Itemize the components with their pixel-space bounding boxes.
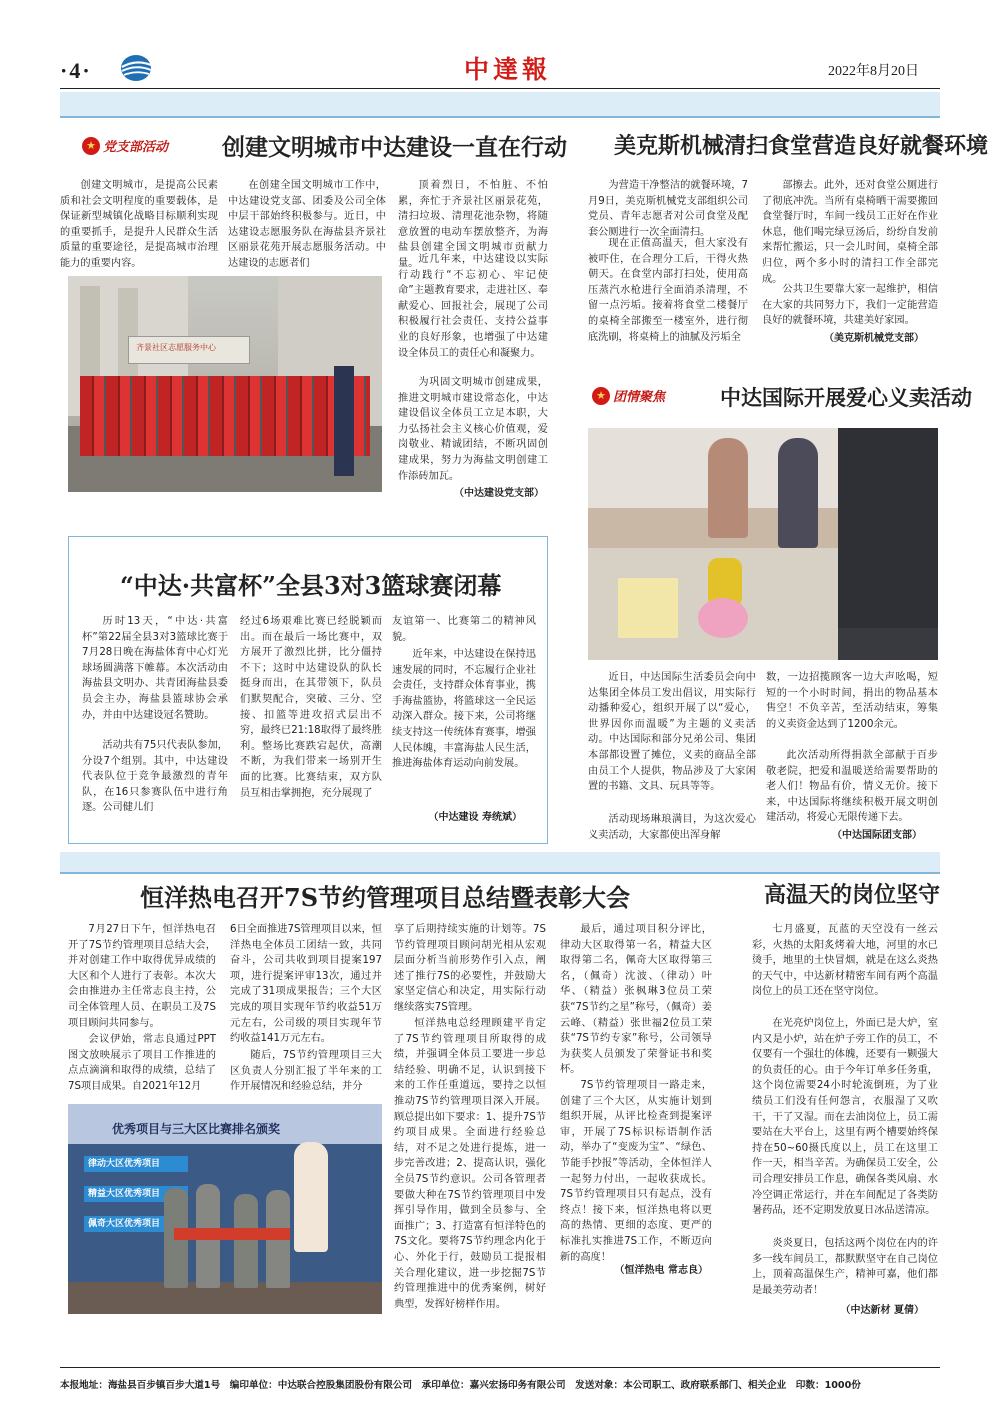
article-column: 七月盛夏，瓦蓝的天空没有一丝云彩，火热的太阳炙烤着大地，河里的水已烫手，地里的土快冒烟，就是在这么炎热的天气中，中达新材精密车间有两个高温岗位上的员工还在坚守岗位。	[752, 924, 938, 998]
photo-sign: 齐景社区志愿服务中心	[136, 343, 216, 352]
article-title-hengyang: 恒洋热电召开7S节约管理项目总结暨表彰大会	[140, 883, 631, 912]
article-credit: （中达新材 夏倩）	[840, 1305, 924, 1316]
article-credit: （恒洋热电 常志良）	[614, 1265, 708, 1276]
article-column: 7月27日下午，恒洋热电召开了7S节约管理项目总结大会，并对创建工作中取得优异成绩的大区和个人进行了表彰。本次大会由推进办主任常志良主持，公司全体管理人员、在职员工及7S项目顾问共同参与。	[68, 924, 216, 1029]
photo-charity-sale	[588, 428, 938, 660]
article-column: 为营造干净整洁的就餐环境，7月9日，美克斯机械党支部组织公司党员、青年志愿者对公司食堂及配套公厕进行一次全面清扫。	[588, 180, 748, 238]
article-column: 炎炎夏日，包括这两个岗位在内的许多一线车间员工，都默默坚守在自己岗位上，顶着高温保生产，精神可嘉，他们都是最美劳动者！	[752, 1238, 938, 1296]
photo-row: 佩奇大区优秀项目	[84, 1216, 188, 1232]
article-column: 近几年来，中达建设以实际行动践行“不忘初心、牢记使命”主题教育要求，走进社区、奉献爱心、回报社会，展现了公司积极履行社会责任、支持公益事业的良好形象，也增强了中达建设全体员工的责任心和凝聚力。	[398, 254, 548, 359]
article-column: 活动共有75只代表队参加，分设7个组别。其中，中达建设代表队位于竞争最激烈的青年队，在16只参赛队伍中进行角逐。公司健儿们	[82, 740, 228, 814]
article-title-heat: 高温天的岗位坚守	[764, 882, 941, 908]
article-title-basketball: “中达·共富杯”全县3对3篮球赛闭幕	[120, 571, 502, 600]
photo-row: 律动大区优秀项目	[84, 1156, 188, 1172]
top-band	[60, 92, 940, 116]
header-rule	[60, 88, 940, 89]
photo-volunteers	[68, 276, 382, 492]
article-credit: （中达建设党支部）	[454, 488, 544, 499]
photo-banner: 优秀项目与三大区比赛排名颁奖	[112, 1122, 281, 1136]
article-column: 经过6场艰难比赛已经脱颖而出。而在最后一场比赛中，双方展开了激烈比拼，比分僵持不下；这时中达建设队的队长挺身而出，在其带领下，队员们默契配合，突破、三分、空接、扣篮等进攻招式层出不穷，最终已21:18取得了最终胜利。整场比赛跌宕起伏，高潮不断，为我们带来一场别开生面的比赛。比赛结束，双方队员互相击掌拥抱，充分展现了	[240, 616, 382, 799]
article-column: 为巩固文明城市创建成果，推进文明城市建设常态化，中达建设倡议全体员工立足本职，大力弘扬社会主义核心价值观，爱岗敬业、精诚团结，不断巩固创建成果，努力为海盐文明创建工作添砖加瓦。	[398, 377, 548, 482]
article-column: 近日，中达国际生活委员会向中达集团全体员工发出倡议，用实际行动播种爱心，组织开展了以“爱心，世界因你而温暖”为主题的义卖活动。中达国际和部分兄弟公司、集团本部都设置了摊位，义卖的商品全部由员工个人提供，物品涉及了大家闲置的书籍、文具、玩具等等。	[588, 672, 756, 793]
article-title-civilized: 创建文明城市中达建设一直在行动	[222, 134, 567, 161]
article-column: 部擦去。此外，还对食堂公厕进行了彻底冲洗。当所有桌椅晒干需要搬回食堂餐厅时，车间一线员工正好在作业休息，他们喝完绿豆汤后，纷纷自发前来帮忙搬运，只一会儿时间，桌椅全部归位，两个多小时的清扫工作全部完成。	[762, 180, 938, 285]
article-credit: （美克斯机械党支部）	[824, 333, 924, 344]
middle-band	[60, 852, 940, 872]
section-tag-league: ★ 团情聚焦	[592, 386, 665, 405]
article-column: 历时13天，“中达·共富杯”第22届全县3对3篮球比赛于7月28日晚在海盐体育中心灯光球场圆满落下帷幕。本次活动由海盐县文明办、共青团海盐县委员会主办，海盐县篮球协会承办，并由中达建设冠名赞助。	[82, 616, 228, 721]
article-column: 公共卫生要靠大家一起维护，相信在大家的共同努力下，我们一定能营造良好的就餐环境，共建美好家园。	[762, 284, 938, 327]
article-column: 会议伊始，常志良通过PPT图文放映展示了项目工作推进的点点滴滴和取得的成绩，总结了7S项目成果。自2021年12月	[68, 1034, 216, 1092]
article-credit: （中达建设 寿统斌）	[428, 812, 522, 823]
article-column: 在光亮炉岗位上，外面已是大炉，室内又是小炉，站在炉子旁工作的员工，不仅要有一个强壮的体魄，还要有一颗强大的负责任的心。由于今年订单多任务重，这个岗位需要24小时轮流倒班，为了业绩员工们没有任何怨言，衣服湿了又吹干，干了又湿。而在去油岗位上，员工需要站在大平台上，这里有两个槽要始终保持在50~60摄氏度以上，员工在这里工作一天，相当辛苦。为确保员工安全，公司合理安排员工作息，确保各类风扇、水冷空调正常运行，并在车间配足了各类防暑药品，还不定期发放夏日冰品送清凉。	[752, 1018, 938, 1217]
article-column: 顶着烈日，不怕脏、不怕累，奔忙于齐景社区丽景花苑，清扫垃圾、清理花池杂物，将随意放置的电动车摆放整齐，为海盐县创建全国文明城市贡献力量。	[398, 180, 548, 269]
article-title-meikesi: 美克斯机械清扫食堂营造良好就餐环境	[614, 133, 989, 159]
party-emblem-icon: ★	[82, 137, 100, 155]
photo-row: 精益大区优秀项目	[84, 1186, 188, 1202]
article-column: 在创建全国文明城市工作中，中达建设党支部、团委及公司全体中层干部始终积极参与。近日，中达建设志愿服务队在海盐县齐景社区丽景花苑开展志愿服务活动。中达建设的志愿者们	[228, 180, 386, 269]
article-column: 活动现场琳琅满目，为这次爱心义卖活动，大家都使出浑身解	[588, 814, 756, 841]
globe-logo-icon	[118, 53, 154, 83]
article-column: 7S节约管理项目一路走来，创建了三个大区，从实施计划到组织开展，从评比检查到提案评审，开展了7S标识标语制作活动，举办了“变废为宝”、“绿色、节能手抄报”等活动，全体恒洋人一起努力付出，一起收获成长。7S节约管理项目只有起点，没有终点！接下来，恒洋热电将以更高的热情、更细的态度、更严的标准扎实推进7S工作，不断迈向新的高度！	[560, 1080, 712, 1263]
article-column: 最后，通过项目积分评比，律动大区取得第一名，精益大区取得第二名，佩奇大区取得第三名，（佩奇）沈波、（律动）叶华、（精益）张枫琳3位员工荣获“7S节约之星”称号，（佩奇）姜云峰、（精益）张世福2位员工荣获“7S节约专家”称号，公司领导为获奖人员颁发了荣誉证书和奖杯。	[560, 924, 712, 1076]
page-number: ·4·	[60, 58, 92, 83]
article-column: 友谊第一、比赛第二的精神风貌。	[392, 616, 536, 643]
article-title-charity: 中达国际开展爱心义卖活动	[720, 385, 972, 410]
article-column: 近年来，中达建设在保持迅速发展的同时，不忘履行企业社会责任，支持群众体育事业，携手海盐篮协，将篮球这一全民运动深入群众。接下来，公司将继续支持这一传统体育赛事，增强人民体魄，丰富海盐人民生活，推进海盐体育运动向前发展。	[392, 649, 536, 770]
band-line	[60, 872, 940, 874]
article-column: 享了后期持续实施的计划等。7S节约管理项目顾问胡光相从宏观层面分析当前形势作引入点，阐述了推行7S的必要性，并鼓励大家坚定信心和决定，用实际行动继续落实7S管理。	[394, 924, 546, 1013]
photo-award-ceremony	[68, 1104, 382, 1314]
footer-info: 本报地址：海盐县百步镇百步大道1号 编印单位：中达联合控股集团股份有限公司 承印单位：嘉兴宏扬印务有限公司 发送对象：本公司职工、政府联系部门、相关企业 印数：1000份	[60, 1380, 861, 1391]
article-credit: （中达国际团支部）	[832, 830, 922, 841]
issue-date: 2022年8月20日	[828, 64, 919, 79]
youth-league-emblem-icon: ★	[592, 387, 610, 405]
footer-rule	[60, 1367, 940, 1368]
article-column: 随后，7S节约管理项目三大区负责人分别汇报了半年来的工作开展情况和经验总结，并分	[230, 1050, 382, 1093]
band-line	[60, 116, 940, 118]
section-tag-party: ★ 党支部活动	[82, 136, 168, 155]
article-column: 现在正值高温天，但大家没有被吓住，在合理分工后，干得火热朝天。在食堂内部打扫处，使用高压蒸汽水枪进行全面消杀清理，不留一点污垢。接着将食堂二楼餐厅的桌椅全部搬至一楼室外，进行彻底洗刷，将桌椅上的油腻及污垢全	[588, 238, 748, 343]
article-column: 数，一边招揽顾客一边大声吆喝，短短的一个小时时间，捐出的物品基本售空！不负辛苦，至活动结束，筹集的义卖资金达到了1200余元。	[766, 672, 938, 730]
article-column: 6日全面推进7S管理项目以来，恒洋热电全体员工团结一致，共同奋斗，公司共收到项目提案197项，进行提案评审13次，通过并完成了31项成果报告；三个大区完成的项目实现年节约收益51万元左右，公司级的项目实现年节约收益141万元左右。	[230, 924, 382, 1045]
article-column: 创建文明城市，是提高公民素质和社会文明程度的重要载体，是保证新型城镇化战略目标顺利实现的重要抓手，是提升人民群众生活质量的重要途径，是提高城市治理能力的重要内容。	[60, 180, 218, 269]
masthead: 中達報	[464, 55, 552, 84]
article-column: 恒洋热电总经理顾建平肯定了7S节约管理项目所取得的成绩，并强调全体员工要进一步总结经验、明确不足，认识到接下来的工作任重道远，要持之以恒推动7S节约管理项目深入开展。顾总提出如下要求：1、提升7S节约项目成果。全面进行经验总结，对不足之处进行提炼，进一步完善改进；2、提高认识，强化全员7S节约意识。公司各管理者要做大种在7S节约管理项目中发挥引导作用，做到全员参与、全面推广；3、打造富有恒洋特色的7S文化。要将7S节约理念内化于心、外化于行，鼓励员工提报相关合理化建议，进一步挖掘7S节约管理推进中的优秀案例，树好典型，发挥好榜样作用。	[394, 1018, 546, 1310]
article-column: 此次活动所得捐款全部献于百步敬老院，把爱和温暖送给需要帮助的老人们！物品有价，情义无价。接下来，中达国际将继续积极开展文明创建活动，将爱心无限传递下去。	[766, 750, 938, 824]
